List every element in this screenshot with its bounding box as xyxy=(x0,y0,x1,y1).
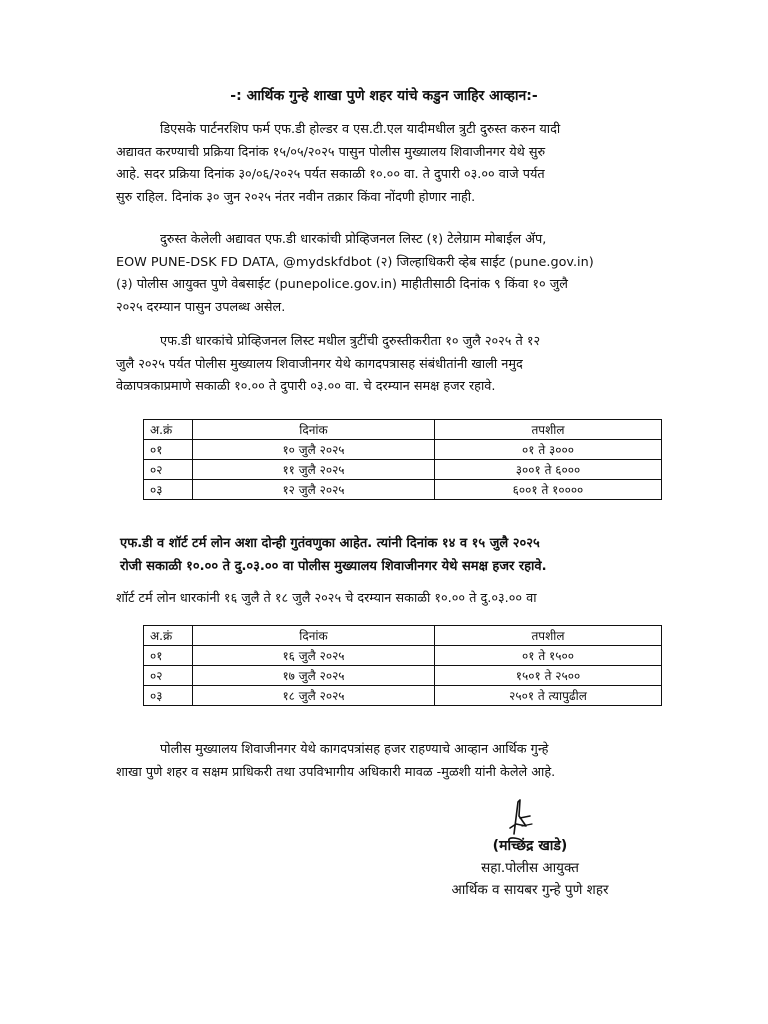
officer-designation: सहा.पोलीस आयुक्त xyxy=(481,860,579,876)
cell-serial: ०१ xyxy=(144,646,193,666)
officer-office: आर्थिक व सायबर गुन्हे पुणे शहर xyxy=(451,882,609,898)
column-header-serial: अ.क्रं xyxy=(144,420,193,440)
text-line: दुरुस्त केलेली अद्यावत एफ.डी धारकांची प्रोव्हिजनल लिस्ट (१) टेलेग्राम मोबाईल ॲप, xyxy=(160,232,547,247)
cell-date: १८ जुलै २०२५ xyxy=(193,686,435,706)
cell-date: ११ जुलै २०२५ xyxy=(193,460,435,480)
table-header-row xyxy=(144,626,662,646)
column-header-details: तपशील xyxy=(435,626,662,646)
cell-details: १५०१ ते २५०० xyxy=(435,666,662,686)
cell-serial: ०२ xyxy=(144,460,193,480)
officer-name: (मच्छिंद्र खाडे) xyxy=(492,838,568,854)
text-line: (३) पोलीस आयुक्त पुणे वेबसाईट (punepolice.gov.in) माहीतीसाठी दिनांक ९ किंवा १० जुलै xyxy=(116,277,568,292)
table-row xyxy=(144,686,662,706)
text-line: पोलीस मुख्यालय शिवाजीनगर येथे कागदपत्रांसह हजर राहण्याचे आव्हान आर्थिक गुन्हे xyxy=(160,742,549,757)
cell-serial: ०३ xyxy=(144,480,193,500)
text-line: एफ.डी धारकांचे प्रोव्हिजनल लिस्ट मधील त्रुटींची दुरुस्तीकरीता १० जुलै २०२५ ते १२ xyxy=(160,334,541,349)
column-header-date: दिनांक xyxy=(193,626,435,646)
paragraph-appeal xyxy=(116,739,628,784)
cell-serial: ०२ xyxy=(144,666,193,686)
text-line: एफ.डी व शॉर्ट टर्म लोन अशा दोन्ही गुतंवणुका आहेत. त्यांनी दिनांक १४ व १५ जुलै २०२५ xyxy=(120,536,540,551)
text-line: सुरु राहिल. दिनांक ३० जुन २०२५ नंतर नवीन तक्रार किंवा नोंदणी होणार नाही. xyxy=(116,189,476,205)
cell-details: ०१ ते १५०० xyxy=(435,646,662,666)
column-header-details: तपशील xyxy=(435,420,662,440)
table-header-row xyxy=(144,420,662,440)
cell-details: २५०१ ते त्यापुढील xyxy=(435,686,662,706)
fd-schedule-table xyxy=(143,419,662,500)
text-line: आहे. सदर प्रक्रिया दिनांक ३०/०६/२०२५ पर्यत सकाळी १०.०० वा. ते दुपारी ०३.०० वाजे पर्यत xyxy=(116,167,545,182)
table-row xyxy=(144,666,662,686)
text-line: अद्यावत करण्याची प्रक्रिया दिनांक १५/०५/२०२५ पासुन पोलीस मुख्यालय शिवाजीनगर येथे सुरु xyxy=(116,144,546,160)
text-line: शाखा पुणे शहर व सक्षम प्राधिकरी तथा उपविभागीय अधिकारी मावळ -मुळशी यांनी केलेले आहे. xyxy=(116,764,556,780)
loan-schedule-table xyxy=(143,625,662,706)
cell-details: ६००१ ते १०००० xyxy=(435,480,662,500)
paragraph-list-availability xyxy=(116,229,628,319)
text-line: वेळापत्रकाप्रमाणे सकाळी १०.०० ते दुपारी ०३.०० वा. चे दरम्यान समक्ष हजर रहावे. xyxy=(116,379,496,394)
notice-heading: -: आर्थिक गुन्हे शाखा पुणे शहर यांचे कडुन जाहिर आव्हान:- xyxy=(230,88,538,104)
table-row xyxy=(144,460,662,480)
handwritten-signature xyxy=(496,796,546,836)
text-line: शॉर्ट टर्म लोन धारकांनी १६ जुलै ते १८ जुलै २०२५ चे दरम्यान सकाळी १०.०० ते दु.०३.०० वा xyxy=(116,591,537,606)
column-header-date: दिनांक xyxy=(193,420,435,440)
text-line: रोजी सकाळी १०.०० ते दु.०३.०० वा पोलीस मुख्यालय शिवाजीनगर येथे समक्ष हजर रहावे. xyxy=(120,558,547,574)
text-line: २०२५ दरम्यान पासुन उपलब्ध असेल. xyxy=(116,299,286,315)
table-row xyxy=(144,480,662,500)
cell-details: ३००१ ते ६००० xyxy=(435,460,662,480)
column-header-serial: अ.क्रं xyxy=(144,626,193,646)
paragraph-short-term-loan xyxy=(116,588,628,611)
cell-serial: ०३ xyxy=(144,686,193,706)
text-line: डिएसके पार्टनरशिप फर्म एफ.डी होल्डर व एस.टी.एल यादीमधील त्रुटी दुरुस्त करुन यादी xyxy=(160,122,561,137)
cell-date: १६ जुलै २०२५ xyxy=(193,646,435,666)
cell-date: १२ जुलै २०२५ xyxy=(193,480,435,500)
text-line: जुलै २०२५ पर्यत पोलीस मुख्यालय शिवाजीनगर येथे कागदपत्रासह संबंधीतांनी खाली नमुद xyxy=(116,356,523,372)
table-row xyxy=(144,646,662,666)
cell-date: १७ जुलै २०२५ xyxy=(193,666,435,686)
paragraph-correction-schedule xyxy=(116,331,628,399)
cell-date: १० जुलै २०२५ xyxy=(193,440,435,460)
cell-serial: ०१ xyxy=(144,440,193,460)
paragraph-fd-and-loan-holders xyxy=(120,533,635,578)
cell-details: ०१ ते ३००० xyxy=(435,440,662,460)
signature-block xyxy=(420,835,640,901)
text-line: EOW PUNE-DSK FD DATA, @mydskfdbot (२) जिल्हाधिकरी व्हेब साईट (pune.gov.in) xyxy=(116,254,594,270)
paragraph-process-info xyxy=(116,119,628,209)
table-row xyxy=(144,440,662,460)
